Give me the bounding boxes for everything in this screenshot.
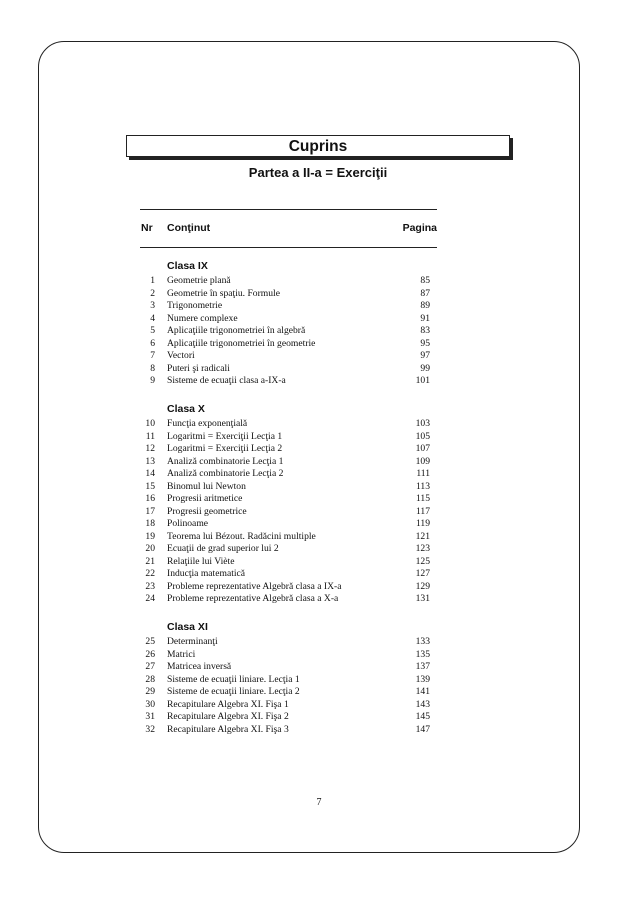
column-header-nr: Nr xyxy=(141,222,153,234)
entry-number: 9 xyxy=(150,375,155,386)
toc-entry xyxy=(0,349,638,362)
entry-page: 139 xyxy=(415,673,430,685)
entry-number: 17 xyxy=(145,505,155,517)
entry-title: Sisteme de ecuaţii liniare. Lecţia 1 xyxy=(167,673,300,685)
entry-page: 119 xyxy=(415,518,430,529)
entry-page: 97 xyxy=(420,350,430,361)
entry-page: 135 xyxy=(415,648,430,660)
entry-number: 31 xyxy=(145,711,155,722)
section-heading: Clasa IX xyxy=(167,260,208,272)
toc-entry xyxy=(0,430,638,443)
toc-entry xyxy=(0,337,638,350)
entry-page: 87 xyxy=(420,287,430,299)
entry-title: Progresii geometrice xyxy=(167,505,247,517)
entry-title: Relaţiile lui Viète xyxy=(167,555,235,567)
entry-page: 103 xyxy=(415,418,430,429)
entry-page: 121 xyxy=(415,530,430,542)
entry-title: Recapitulare Algebra XI. Fişa 2 xyxy=(167,711,289,722)
entry-title: Probleme reprezentative Algebră clasa a IX-a xyxy=(167,580,342,592)
entry-page: 107 xyxy=(415,443,430,454)
entry-number: 2 xyxy=(150,287,155,299)
entry-page: 99 xyxy=(420,362,430,374)
toc-entry xyxy=(0,710,638,723)
entry-title: Logaritmi = Exerciţii Lecţia 2 xyxy=(167,443,283,454)
entry-page: 147 xyxy=(415,723,430,735)
toc-entry xyxy=(0,648,638,661)
toc-entry xyxy=(0,517,638,530)
entry-title: Sisteme de ecuaţii clasa a-IX-a xyxy=(167,375,286,386)
toc-entry xyxy=(0,555,638,568)
toc-entry xyxy=(0,592,638,605)
entry-page: 137 xyxy=(415,661,430,672)
entry-title: Logaritmi = Exerciţii Lecţia 1 xyxy=(167,430,283,442)
toc-entry xyxy=(0,417,638,430)
entry-page: 133 xyxy=(415,636,430,647)
entry-number: 7 xyxy=(150,350,155,361)
toc-entry xyxy=(0,362,638,375)
toc-entry xyxy=(0,635,638,648)
toc-entry xyxy=(0,467,638,480)
toc-entry xyxy=(0,580,638,593)
entry-title: Puteri şi radicali xyxy=(167,362,230,374)
entry-title: Matrici xyxy=(167,648,196,660)
entry-number: 22 xyxy=(145,568,155,579)
entry-title: Binomul lui Newton xyxy=(167,480,246,492)
entry-number: 23 xyxy=(145,580,155,592)
entry-number: 12 xyxy=(145,443,155,454)
entry-number: 27 xyxy=(145,661,155,672)
entry-title: Geometrie plană xyxy=(167,275,231,286)
entry-page: 143 xyxy=(415,698,430,710)
entry-number: 4 xyxy=(150,312,155,324)
entry-page: 91 xyxy=(420,312,430,324)
entry-title: Recapitulare Algebra XI. Fişa 1 xyxy=(167,698,289,710)
entry-number: 20 xyxy=(145,543,155,554)
entry-number: 30 xyxy=(145,698,155,710)
page-subtitle: Partea a II-a = Exerciţii xyxy=(248,165,388,180)
toc-entry xyxy=(0,324,638,337)
entry-title: Trigonometrie xyxy=(167,300,223,311)
entry-page: 85 xyxy=(420,275,430,286)
toc-entry xyxy=(0,542,638,555)
section-heading: Clasa X xyxy=(167,403,205,415)
entry-page: 113 xyxy=(415,480,430,492)
entry-title: Probleme reprezentative Algebră clasa a X-a xyxy=(167,593,339,604)
entry-number: 29 xyxy=(145,686,155,697)
table-header-rule xyxy=(140,247,437,248)
entry-page: 101 xyxy=(415,375,430,386)
entry-title: Teorema lui Bézout. Radăcini multiple xyxy=(167,530,316,542)
entry-number: 26 xyxy=(145,648,155,660)
entry-number: 15 xyxy=(145,480,155,492)
entry-page: 117 xyxy=(415,505,430,517)
entry-title: Numere complexe xyxy=(167,312,238,324)
entry-number: 18 xyxy=(145,518,155,529)
entry-title: Progresii aritmetice xyxy=(167,493,243,504)
toc-entry xyxy=(0,312,638,325)
toc-entry xyxy=(0,685,638,698)
entry-page: 131 xyxy=(415,593,430,604)
entry-page: 109 xyxy=(415,455,430,467)
toc-entry xyxy=(0,673,638,686)
entry-title: Inducţia matematică xyxy=(167,568,246,579)
toc-entry xyxy=(0,442,638,455)
entry-page: 105 xyxy=(415,430,430,442)
entry-number: 19 xyxy=(145,530,155,542)
toc-entry xyxy=(0,698,638,711)
entry-page: 129 xyxy=(415,580,430,592)
toc-entry xyxy=(0,287,638,300)
entry-page: 145 xyxy=(415,711,430,722)
entry-page: 83 xyxy=(420,325,430,336)
toc-entry xyxy=(0,480,638,493)
column-header-page: Pagina xyxy=(402,222,437,234)
entry-number: 14 xyxy=(145,468,155,479)
entry-number: 25 xyxy=(145,636,155,647)
entry-number: 8 xyxy=(150,362,155,374)
toc-entry xyxy=(0,660,638,673)
entry-title: Aplicaţiile trigonometriei în algebră xyxy=(167,325,306,336)
entry-number: 28 xyxy=(145,673,155,685)
entry-title: Analiză combinatorie Lecţia 1 xyxy=(167,455,284,467)
entry-title: Ecuaţii de grad superior lui 2 xyxy=(167,543,279,554)
entry-page: 89 xyxy=(420,300,430,311)
entry-number: 21 xyxy=(145,555,155,567)
page-number: 7 xyxy=(316,797,322,808)
entry-page: 125 xyxy=(415,555,430,567)
page-title: Cuprins xyxy=(288,138,348,155)
toc-entry xyxy=(0,723,638,736)
entry-title: Analiză combinatorie Lecţia 2 xyxy=(167,468,284,479)
entry-title: Vectori xyxy=(167,350,195,361)
title-box xyxy=(126,135,510,157)
entry-number: 1 xyxy=(150,275,155,286)
table-top-rule xyxy=(140,209,437,210)
entry-number: 24 xyxy=(145,593,155,604)
toc-entry xyxy=(0,530,638,543)
column-header-content: Conţinut xyxy=(167,222,211,234)
section-heading: Clasa XI xyxy=(167,621,208,633)
entry-title: Aplicaţiile trigonometriei în geometrie xyxy=(167,337,316,349)
entry-title: Sisteme de ecuaţii liniare. Lecţia 2 xyxy=(167,686,300,697)
entry-page: 115 xyxy=(415,493,430,504)
entry-number: 11 xyxy=(145,430,155,442)
entry-title: Geometrie în spaţiu. Formule xyxy=(167,287,280,299)
entry-number: 3 xyxy=(150,300,155,311)
entry-title: Determinanţi xyxy=(167,636,218,647)
entry-page: 127 xyxy=(415,568,430,579)
toc-entry xyxy=(0,567,638,580)
entry-page: 111 xyxy=(416,468,430,479)
toc-entry xyxy=(0,374,638,387)
entry-title: Polinoame xyxy=(167,518,209,529)
entry-title: Funcţia exponenţială xyxy=(167,418,248,429)
entry-page: 141 xyxy=(415,686,430,697)
toc-entry xyxy=(0,299,638,312)
entry-number: 16 xyxy=(145,493,155,504)
toc-entry xyxy=(0,455,638,468)
entry-page: 123 xyxy=(415,543,430,554)
toc-entry xyxy=(0,505,638,518)
entry-number: 10 xyxy=(145,418,155,429)
toc-entry xyxy=(0,492,638,505)
entry-number: 32 xyxy=(145,723,155,735)
toc-entry xyxy=(0,274,638,287)
entry-number: 6 xyxy=(150,337,155,349)
entry-number: 5 xyxy=(150,325,155,336)
entry-number: 13 xyxy=(145,455,155,467)
entry-title: Recapitulare Algebra XI. Fişa 3 xyxy=(167,723,289,735)
entry-title: Matricea inversă xyxy=(167,661,232,672)
entry-page: 95 xyxy=(420,337,430,349)
